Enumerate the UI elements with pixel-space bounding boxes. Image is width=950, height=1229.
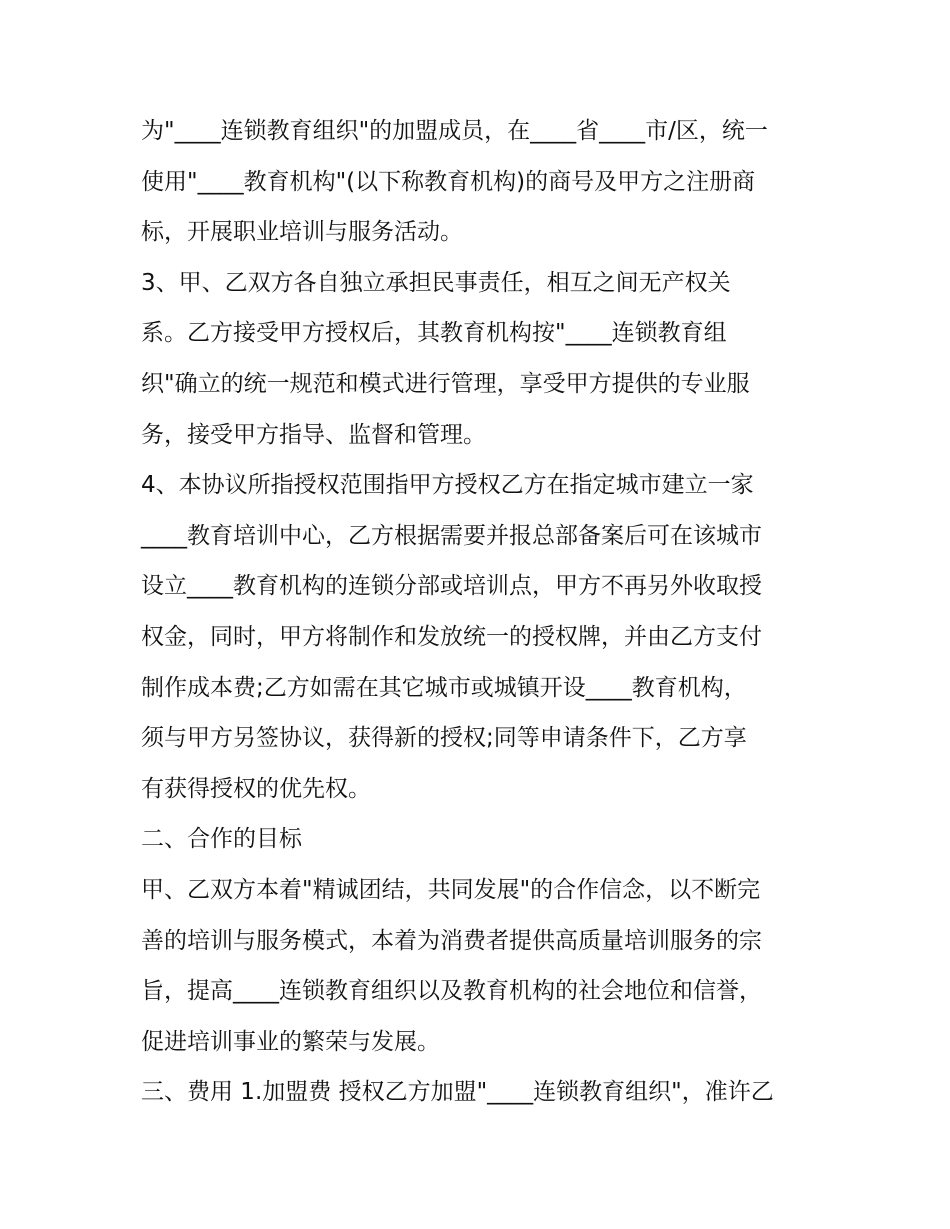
text-line: 促进培训事业的繁荣与发展。 — [141, 1028, 440, 1055]
text-line: 标，开展职业培训与服务活动。 — [141, 219, 463, 246]
text-line: 旨，提高____连锁教育组织以及教育机构的社会地位和信誉， — [141, 978, 762, 1005]
text-line: 3、甲、乙双方各自独立承担民事责任，相互之间无产权关 — [141, 269, 731, 296]
text-line: 使用"____教育机构"(以下称教育机构)的商号及甲方之注册商 — [141, 168, 756, 195]
text-line: 制作成本费;乙方如需在其它城市或城镇开设____教育机构， — [141, 674, 747, 701]
text-line: 设立____教育机构的连锁分部或培训点，甲方不再另外收取授 — [141, 573, 762, 600]
text-line: 权金，同时，甲方将制作和发放统一的授权牌，并由乙方支付 — [141, 623, 762, 650]
section-heading: 二、合作的目标 — [141, 826, 302, 853]
text-line: 有获得授权的优先权。 — [141, 775, 371, 802]
text-line: 为"____连锁教育组织"的加盟成员，在____省____市/区，统一 — [141, 118, 768, 144]
text-line: 须与甲方另签协议，获得新的授权;同等申请条件下，乙方享 — [141, 725, 747, 752]
text-line: 甲、乙双方本着"精诚团结，共同发展"的合作信念，以不断完 — [141, 876, 761, 903]
section-heading: 三、费用 1.加盟费 授权乙方加盟"____连锁教育组织"，准许乙 — [141, 1079, 774, 1106]
text-line: 务，接受甲方指导、监督和管理。 — [141, 421, 486, 448]
text-line: 善的培训与服务模式，本着为消费者提供高质量培训服务的宗 — [141, 927, 762, 954]
text-line: 织"确立的统一规范和模式进行管理，享受甲方提供的专业服 — [141, 370, 750, 397]
text-line: 系。乙方接受甲方授权后，其教育机构按"____连锁教育组 — [141, 320, 727, 347]
text-line: 4、本协议所指授权范围指甲方授权乙方在指定城市建立一家 — [141, 472, 754, 499]
text-line: ____教育培训中心，乙方根据需要并报总部备案后可在该城市 — [141, 522, 762, 549]
document-body — [141, 106, 821, 1118]
